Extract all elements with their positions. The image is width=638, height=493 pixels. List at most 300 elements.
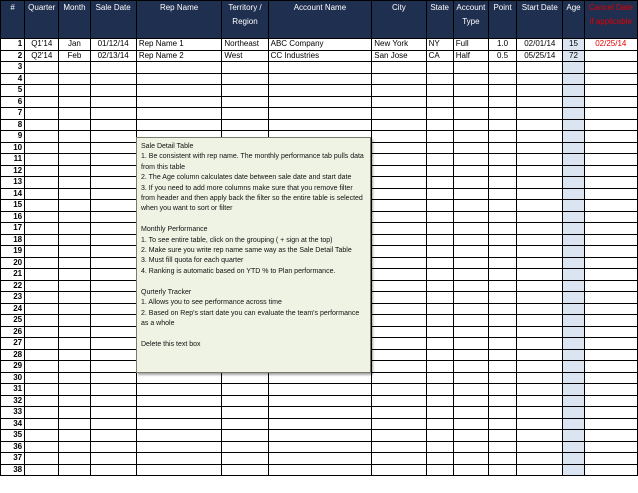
cell-point[interactable] xyxy=(488,62,516,74)
cell-state[interactable] xyxy=(426,142,453,154)
cell-account-type[interactable] xyxy=(453,338,488,350)
cell-month[interactable] xyxy=(59,441,90,453)
col-header-state[interactable]: State xyxy=(426,1,453,39)
cell-start-date[interactable] xyxy=(517,142,563,154)
cell-cancel-date[interactable] xyxy=(584,280,637,292)
cell-start-date[interactable] xyxy=(517,464,563,476)
cell-account-name[interactable] xyxy=(268,62,372,74)
cell-quarter[interactable] xyxy=(25,384,59,396)
cell-month[interactable] xyxy=(59,453,90,465)
cell-month[interactable] xyxy=(59,349,90,361)
cell-point[interactable] xyxy=(488,292,516,304)
cell-cancel-date[interactable] xyxy=(584,407,637,419)
cell-city[interactable] xyxy=(372,361,426,373)
cell-city[interactable] xyxy=(372,223,426,235)
cell-sale-date[interactable] xyxy=(90,108,136,120)
cell-month[interactable] xyxy=(59,372,90,384)
cell-account-type[interactable] xyxy=(453,315,488,327)
cell-point[interactable] xyxy=(488,418,516,430)
cell-start-date[interactable] xyxy=(517,200,563,212)
cell-month[interactable] xyxy=(59,85,90,97)
cell-quarter[interactable]: Q1'14 xyxy=(25,39,59,51)
cell-sale-date[interactable] xyxy=(90,246,136,258)
row-number[interactable]: 24 xyxy=(1,303,25,315)
cell-month[interactable] xyxy=(59,108,90,120)
cell-month[interactable] xyxy=(59,384,90,396)
row-number[interactable]: 9 xyxy=(1,131,25,143)
cell-point[interactable] xyxy=(488,200,516,212)
cell-cancel-date[interactable] xyxy=(584,246,637,258)
cell-state[interactable] xyxy=(426,361,453,373)
cell-account-type[interactable]: Full xyxy=(453,39,488,51)
row-number[interactable]: 21 xyxy=(1,269,25,281)
cell-month[interactable] xyxy=(59,280,90,292)
cell-cancel-date[interactable] xyxy=(584,234,637,246)
cell-age[interactable] xyxy=(563,430,584,442)
cell-start-date[interactable]: 05/25/14 xyxy=(517,50,563,62)
cell-city[interactable] xyxy=(372,464,426,476)
cell-age[interactable]: 72 xyxy=(563,50,584,62)
cell-account-type[interactable] xyxy=(453,211,488,223)
cell-sale-date[interactable] xyxy=(90,315,136,327)
cell-age[interactable] xyxy=(563,292,584,304)
cell-account-type[interactable] xyxy=(453,177,488,189)
cell-account-type[interactable]: Half xyxy=(453,50,488,62)
cell-cancel-date[interactable] xyxy=(584,177,637,189)
cell-start-date[interactable] xyxy=(517,165,563,177)
cell-account-type[interactable] xyxy=(453,280,488,292)
cell-quarter[interactable] xyxy=(25,315,59,327)
cell-start-date[interactable] xyxy=(517,131,563,143)
cell-point[interactable] xyxy=(488,338,516,350)
cell-account-type[interactable] xyxy=(453,464,488,476)
cell-account-type[interactable] xyxy=(453,418,488,430)
cell-point[interactable] xyxy=(488,349,516,361)
cell-rep-name[interactable] xyxy=(136,407,222,419)
cell-month[interactable] xyxy=(59,234,90,246)
cell-point[interactable] xyxy=(488,211,516,223)
cell-rep-name[interactable] xyxy=(136,372,222,384)
cell-start-date[interactable] xyxy=(517,177,563,189)
cell-cancel-date[interactable] xyxy=(584,200,637,212)
cell-state[interactable] xyxy=(426,223,453,235)
cell-city[interactable] xyxy=(372,269,426,281)
cell-start-date[interactable] xyxy=(517,269,563,281)
cell-cancel-date[interactable] xyxy=(584,338,637,350)
cell-rep-name[interactable] xyxy=(136,96,222,108)
cell-territory[interactable] xyxy=(222,384,268,396)
cell-city[interactable] xyxy=(372,453,426,465)
cell-quarter[interactable] xyxy=(25,177,59,189)
cell-sale-date[interactable] xyxy=(90,223,136,235)
cell-month[interactable] xyxy=(59,62,90,74)
instructions-text-box[interactable]: Sale Detail Table 1. Be consistent with rep name. The monthly performance tab pulls data from this table 2. The Age column calculates date between sale date and start date 3. If you need to add more columns make sure that you remove filter from header and then apply back the filter so the entire table is selected when you want to sort or filter Monthly Performance 1. To see entire table, click on the grouping ( + sign at the top) 2. Make sure you write rep name same way as the Sale Detail Table 3. Must fill quota for each quarter 4. Ranking is automatic based on YTD % to Plan performance. Qurterly Tracker 1. Allows you to see performance across time 2. Based on Rep's start date you can evaluate the team's performance as a whole Delete this text box xyxy=(136,137,371,373)
cell-point[interactable] xyxy=(488,430,516,442)
cell-state[interactable] xyxy=(426,73,453,85)
row-number[interactable]: 5 xyxy=(1,85,25,97)
cell-account-type[interactable] xyxy=(453,119,488,131)
cell-age[interactable] xyxy=(563,211,584,223)
cell-account-type[interactable] xyxy=(453,96,488,108)
cell-start-date[interactable] xyxy=(517,154,563,166)
cell-age[interactable] xyxy=(563,303,584,315)
cell-cancel-date[interactable] xyxy=(584,384,637,396)
cell-point[interactable] xyxy=(488,223,516,235)
cell-month[interactable] xyxy=(59,188,90,200)
cell-quarter[interactable] xyxy=(25,326,59,338)
cell-month[interactable]: Feb xyxy=(59,50,90,62)
cell-quarter[interactable] xyxy=(25,441,59,453)
cell-cancel-date[interactable] xyxy=(584,361,637,373)
row-number[interactable]: 3 xyxy=(1,62,25,74)
cell-sale-date[interactable] xyxy=(90,292,136,304)
cell-age[interactable] xyxy=(563,234,584,246)
cell-state[interactable] xyxy=(426,315,453,327)
cell-city[interactable] xyxy=(372,292,426,304)
row-number[interactable]: 32 xyxy=(1,395,25,407)
cell-city[interactable] xyxy=(372,418,426,430)
cell-quarter[interactable] xyxy=(25,361,59,373)
cell-city[interactable]: New York xyxy=(372,39,426,51)
cell-cancel-date[interactable] xyxy=(584,62,637,74)
cell-quarter[interactable] xyxy=(25,303,59,315)
cell-account-type[interactable] xyxy=(453,108,488,120)
cell-quarter[interactable] xyxy=(25,395,59,407)
cell-age[interactable] xyxy=(563,338,584,350)
cell-point[interactable] xyxy=(488,315,516,327)
cell-sale-date[interactable] xyxy=(90,453,136,465)
cell-territory[interactable] xyxy=(222,430,268,442)
cell-city[interactable] xyxy=(372,188,426,200)
cell-month[interactable] xyxy=(59,142,90,154)
cell-territory[interactable] xyxy=(222,464,268,476)
cell-city[interactable] xyxy=(372,303,426,315)
cell-age[interactable] xyxy=(563,177,584,189)
cell-start-date[interactable] xyxy=(517,372,563,384)
cell-age[interactable] xyxy=(563,200,584,212)
cell-account-type[interactable] xyxy=(453,246,488,258)
row-number[interactable]: 6 xyxy=(1,96,25,108)
cell-age[interactable] xyxy=(563,349,584,361)
cell-sale-date[interactable] xyxy=(90,349,136,361)
cell-account-type[interactable] xyxy=(453,85,488,97)
cell-quarter[interactable] xyxy=(25,73,59,85)
col-header-territory[interactable]: Territory / Region xyxy=(222,1,268,39)
cell-account-name[interactable] xyxy=(268,372,372,384)
col-header-city[interactable]: City xyxy=(372,1,426,39)
cell-cancel-date[interactable] xyxy=(584,430,637,442)
cell-start-date[interactable] xyxy=(517,418,563,430)
cell-quarter[interactable] xyxy=(25,62,59,74)
cell-sale-date[interactable]: 02/13/14 xyxy=(90,50,136,62)
cell-cancel-date[interactable] xyxy=(584,131,637,143)
cell-age[interactable] xyxy=(563,119,584,131)
cell-account-name[interactable] xyxy=(268,430,372,442)
cell-account-type[interactable] xyxy=(453,154,488,166)
col-header-sale-date[interactable]: Sale Date xyxy=(90,1,136,39)
cell-cancel-date[interactable] xyxy=(584,303,637,315)
cell-account-type[interactable] xyxy=(453,165,488,177)
cell-start-date[interactable] xyxy=(517,96,563,108)
cell-quarter[interactable]: Q2'14 xyxy=(25,50,59,62)
cell-sale-date[interactable] xyxy=(90,280,136,292)
cell-territory[interactable] xyxy=(222,119,268,131)
cell-rep-name[interactable] xyxy=(136,62,222,74)
cell-account-type[interactable] xyxy=(453,200,488,212)
cell-city[interactable] xyxy=(372,177,426,189)
cell-city[interactable] xyxy=(372,349,426,361)
cell-account-name[interactable] xyxy=(268,73,372,85)
cell-start-date[interactable] xyxy=(517,280,563,292)
cell-start-date[interactable] xyxy=(517,188,563,200)
cell-account-type[interactable] xyxy=(453,430,488,442)
cell-quarter[interactable] xyxy=(25,96,59,108)
cell-state[interactable] xyxy=(426,384,453,396)
cell-point[interactable] xyxy=(488,269,516,281)
col-header-cancel-date[interactable]: Cancel Date if applicable xyxy=(584,1,637,39)
cell-start-date[interactable] xyxy=(517,407,563,419)
cell-cancel-date[interactable] xyxy=(584,73,637,85)
cell-quarter[interactable] xyxy=(25,234,59,246)
cell-quarter[interactable] xyxy=(25,188,59,200)
cell-sale-date[interactable] xyxy=(90,154,136,166)
cell-account-type[interactable] xyxy=(453,407,488,419)
cell-state[interactable] xyxy=(426,211,453,223)
cell-point[interactable] xyxy=(488,142,516,154)
cell-point[interactable] xyxy=(488,154,516,166)
cell-point[interactable] xyxy=(488,464,516,476)
cell-sale-date[interactable] xyxy=(90,234,136,246)
cell-account-type[interactable] xyxy=(453,395,488,407)
cell-sale-date[interactable] xyxy=(90,85,136,97)
col-header-number[interactable]: # xyxy=(1,1,25,39)
cell-age[interactable] xyxy=(563,453,584,465)
cell-account-name[interactable] xyxy=(268,453,372,465)
cell-city[interactable] xyxy=(372,315,426,327)
cell-age[interactable] xyxy=(563,73,584,85)
cell-rep-name[interactable] xyxy=(136,108,222,120)
row-number[interactable]: 12 xyxy=(1,165,25,177)
cell-quarter[interactable] xyxy=(25,407,59,419)
row-number[interactable]: 23 xyxy=(1,292,25,304)
cell-state[interactable] xyxy=(426,257,453,269)
row-number[interactable]: 16 xyxy=(1,211,25,223)
cell-point[interactable] xyxy=(488,119,516,131)
cell-point[interactable]: 0.5 xyxy=(488,50,516,62)
cell-start-date[interactable] xyxy=(517,246,563,258)
cell-start-date[interactable] xyxy=(517,73,563,85)
cell-cancel-date[interactable] xyxy=(584,395,637,407)
cell-account-type[interactable] xyxy=(453,234,488,246)
cell-sale-date[interactable] xyxy=(90,96,136,108)
cell-age[interactable] xyxy=(563,464,584,476)
cell-age[interactable]: 15 xyxy=(563,39,584,51)
cell-age[interactable] xyxy=(563,395,584,407)
row-number[interactable]: 1 xyxy=(1,39,25,51)
cell-month[interactable] xyxy=(59,303,90,315)
cell-start-date[interactable] xyxy=(517,62,563,74)
cell-sale-date[interactable] xyxy=(90,395,136,407)
cell-state[interactable] xyxy=(426,108,453,120)
cell-quarter[interactable] xyxy=(25,200,59,212)
cell-state[interactable] xyxy=(426,154,453,166)
cell-cancel-date[interactable] xyxy=(584,223,637,235)
cell-quarter[interactable] xyxy=(25,464,59,476)
cell-state[interactable] xyxy=(426,453,453,465)
cell-sale-date[interactable] xyxy=(90,188,136,200)
cell-territory[interactable]: Northeast xyxy=(222,39,268,51)
cell-age[interactable] xyxy=(563,361,584,373)
row-number[interactable]: 17 xyxy=(1,223,25,235)
cell-account-name[interactable] xyxy=(268,418,372,430)
cell-point[interactable]: 1.0 xyxy=(488,39,516,51)
cell-account-name[interactable] xyxy=(268,441,372,453)
cell-quarter[interactable] xyxy=(25,338,59,350)
cell-state[interactable] xyxy=(426,119,453,131)
cell-point[interactable] xyxy=(488,85,516,97)
cell-cancel-date[interactable] xyxy=(584,165,637,177)
cell-account-type[interactable] xyxy=(453,142,488,154)
row-number[interactable]: 34 xyxy=(1,418,25,430)
cell-territory[interactable] xyxy=(222,441,268,453)
cell-age[interactable] xyxy=(563,441,584,453)
cell-sale-date[interactable] xyxy=(90,257,136,269)
cell-city[interactable] xyxy=(372,246,426,258)
cell-point[interactable] xyxy=(488,384,516,396)
row-number[interactable]: 4 xyxy=(1,73,25,85)
cell-territory[interactable]: West xyxy=(222,50,268,62)
cell-state[interactable] xyxy=(426,131,453,143)
cell-state[interactable] xyxy=(426,441,453,453)
cell-month[interactable] xyxy=(59,464,90,476)
cell-sale-date[interactable] xyxy=(90,303,136,315)
cell-state[interactable] xyxy=(426,269,453,281)
row-number[interactable]: 2 xyxy=(1,50,25,62)
cell-age[interactable] xyxy=(563,372,584,384)
cell-cancel-date[interactable] xyxy=(584,211,637,223)
cell-state[interactable] xyxy=(426,338,453,350)
cell-rep-name[interactable] xyxy=(136,73,222,85)
cell-city[interactable] xyxy=(372,441,426,453)
cell-cancel-date[interactable] xyxy=(584,269,637,281)
col-header-account-name[interactable]: Account Name xyxy=(268,1,372,39)
cell-sale-date[interactable] xyxy=(90,407,136,419)
cell-territory[interactable] xyxy=(222,85,268,97)
cell-point[interactable] xyxy=(488,188,516,200)
row-number[interactable]: 28 xyxy=(1,349,25,361)
cell-account-type[interactable] xyxy=(453,349,488,361)
row-number[interactable]: 19 xyxy=(1,246,25,258)
cell-account-name[interactable]: CC Industries xyxy=(268,50,372,62)
cell-quarter[interactable] xyxy=(25,349,59,361)
cell-month[interactable] xyxy=(59,326,90,338)
cell-city[interactable] xyxy=(372,211,426,223)
cell-cancel-date[interactable] xyxy=(584,96,637,108)
cell-quarter[interactable] xyxy=(25,223,59,235)
col-header-account-type[interactable]: Account Type xyxy=(453,1,488,39)
cell-territory[interactable] xyxy=(222,62,268,74)
row-number[interactable]: 37 xyxy=(1,453,25,465)
cell-sale-date[interactable] xyxy=(90,211,136,223)
cell-point[interactable] xyxy=(488,165,516,177)
cell-rep-name[interactable] xyxy=(136,430,222,442)
cell-age[interactable] xyxy=(563,165,584,177)
cell-quarter[interactable] xyxy=(25,453,59,465)
cell-cancel-date[interactable] xyxy=(584,464,637,476)
cell-account-type[interactable] xyxy=(453,62,488,74)
cell-month[interactable] xyxy=(59,119,90,131)
cell-cancel-date[interactable] xyxy=(584,188,637,200)
cell-rep-name[interactable] xyxy=(136,85,222,97)
cell-rep-name[interactable]: Rep Name 1 xyxy=(136,39,222,51)
cell-account-type[interactable] xyxy=(453,441,488,453)
cell-sale-date[interactable]: 01/12/14 xyxy=(90,39,136,51)
cell-quarter[interactable] xyxy=(25,269,59,281)
cell-month[interactable] xyxy=(59,73,90,85)
col-header-rep-name[interactable]: Rep Name xyxy=(136,1,222,39)
cell-quarter[interactable] xyxy=(25,257,59,269)
cell-city[interactable] xyxy=(372,395,426,407)
cell-month[interactable] xyxy=(59,315,90,327)
cell-account-type[interactable] xyxy=(453,292,488,304)
cell-sale-date[interactable] xyxy=(90,165,136,177)
cell-state[interactable] xyxy=(426,349,453,361)
row-number[interactable]: 8 xyxy=(1,119,25,131)
cell-point[interactable] xyxy=(488,303,516,315)
cell-start-date[interactable] xyxy=(517,315,563,327)
cell-account-type[interactable] xyxy=(453,131,488,143)
cell-sale-date[interactable] xyxy=(90,73,136,85)
cell-quarter[interactable] xyxy=(25,142,59,154)
cell-sale-date[interactable] xyxy=(90,269,136,281)
cell-account-type[interactable] xyxy=(453,223,488,235)
row-number[interactable]: 7 xyxy=(1,108,25,120)
cell-city[interactable] xyxy=(372,142,426,154)
row-number[interactable]: 25 xyxy=(1,315,25,327)
cell-point[interactable] xyxy=(488,372,516,384)
cell-sale-date[interactable] xyxy=(90,372,136,384)
cell-state[interactable] xyxy=(426,326,453,338)
cell-rep-name[interactable] xyxy=(136,119,222,131)
cell-cancel-date[interactable] xyxy=(584,292,637,304)
cell-month[interactable] xyxy=(59,131,90,143)
cell-point[interactable] xyxy=(488,73,516,85)
cell-cancel-date[interactable] xyxy=(584,119,637,131)
cell-point[interactable] xyxy=(488,234,516,246)
cell-point[interactable] xyxy=(488,453,516,465)
cell-start-date[interactable] xyxy=(517,441,563,453)
cell-territory[interactable] xyxy=(222,108,268,120)
cell-month[interactable] xyxy=(59,165,90,177)
cell-account-name[interactable] xyxy=(268,464,372,476)
cell-start-date[interactable] xyxy=(517,108,563,120)
row-number[interactable]: 36 xyxy=(1,441,25,453)
cell-start-date[interactable] xyxy=(517,292,563,304)
cell-cancel-date[interactable] xyxy=(584,372,637,384)
cell-point[interactable] xyxy=(488,407,516,419)
cell-point[interactable] xyxy=(488,361,516,373)
row-number[interactable]: 15 xyxy=(1,200,25,212)
cell-age[interactable] xyxy=(563,108,584,120)
cell-start-date[interactable] xyxy=(517,211,563,223)
cell-city[interactable] xyxy=(372,372,426,384)
cell-cancel-date[interactable] xyxy=(584,257,637,269)
cell-point[interactable] xyxy=(488,177,516,189)
cell-cancel-date[interactable] xyxy=(584,349,637,361)
cell-account-type[interactable] xyxy=(453,326,488,338)
cell-city[interactable] xyxy=(372,131,426,143)
cell-territory[interactable] xyxy=(222,418,268,430)
